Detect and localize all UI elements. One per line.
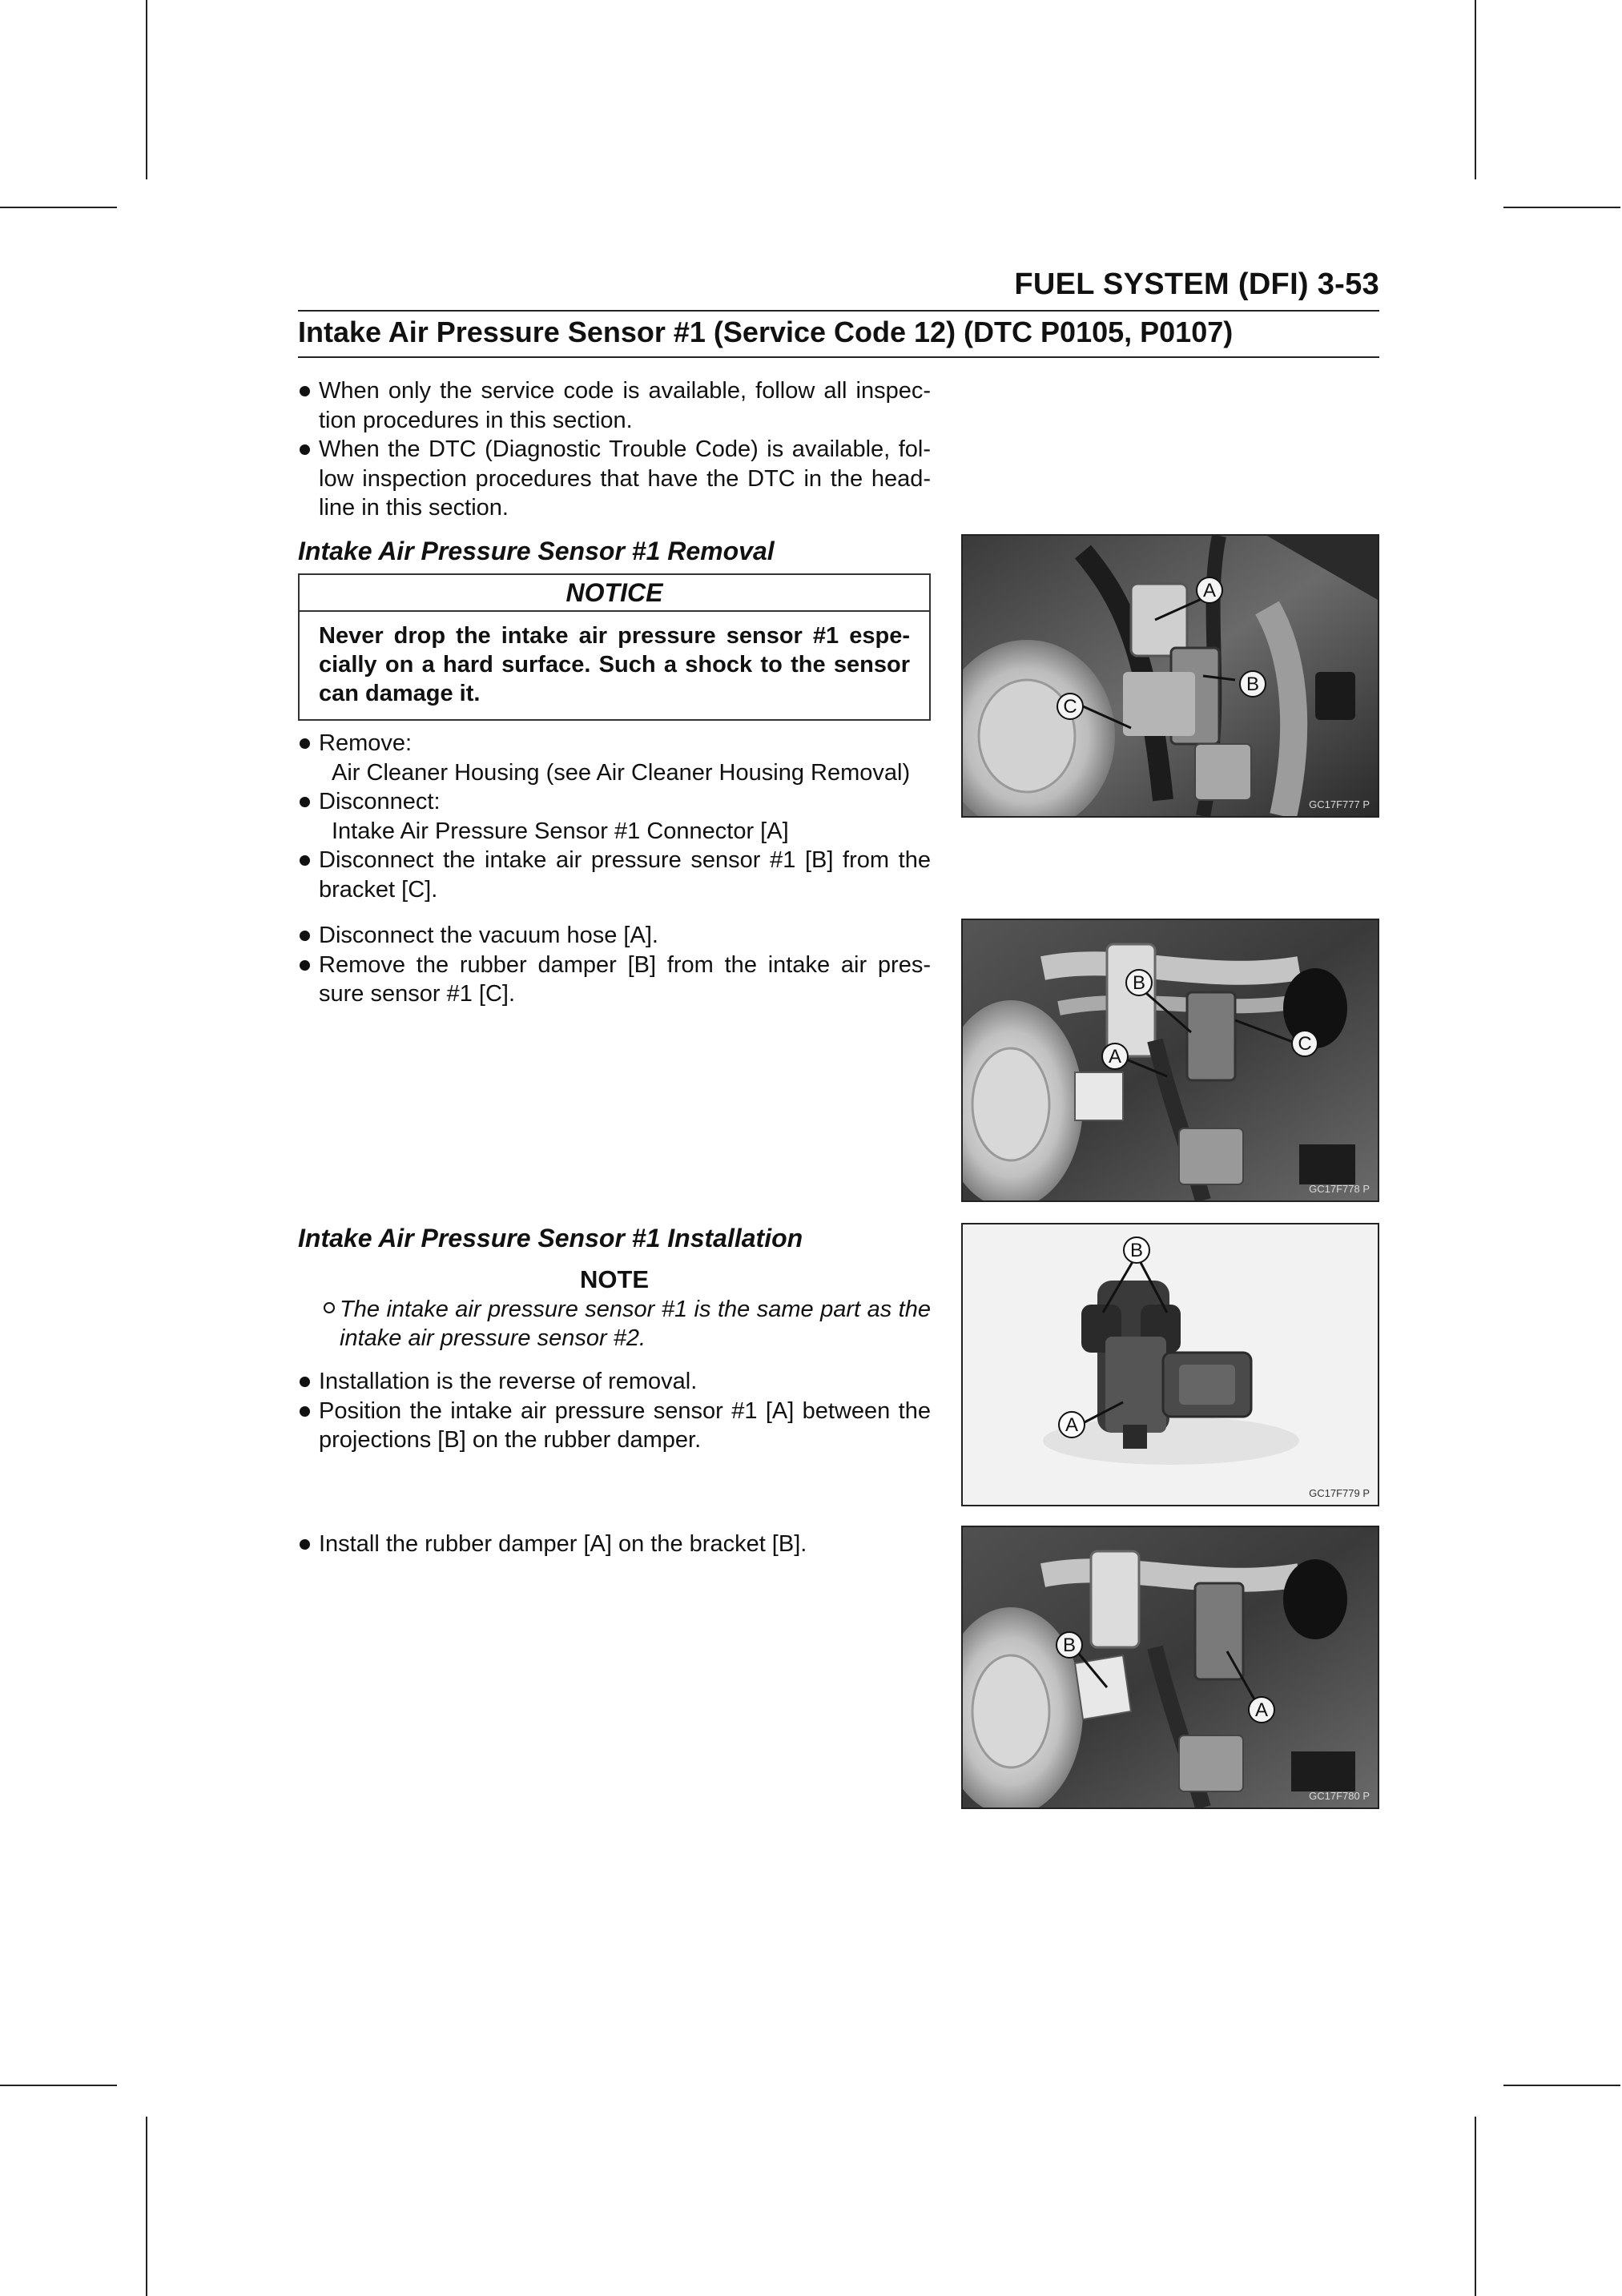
figure-removal-1 [961,534,1379,818]
figure-installation-1 [961,1223,1379,1506]
step-remove: Remove: [298,729,931,758]
step-remove-item: Air Cleaner Housing (see Air Cleaner Housing Removal) [332,759,911,786]
note-text: The intake air pressure sensor #1 is the same part as the intake air pressure sensor #2. [298,1295,931,1353]
step-disconnect: Disconnect: [298,787,931,817]
installation-steps-2 [298,1530,931,1559]
notice-box-wrap [298,573,931,721]
note-title: NOTE [579,1265,650,1293]
step-rubber-damper: Remove the rubber damper [B] from the intake air pres- sure sensor #1 [C]. [298,951,931,1009]
intro-block [298,376,931,523]
installation-heading: Intake Air Pressure Sensor #1 Installation [298,1224,803,1253]
figure-code: GC17F777 P [1309,798,1370,810]
callout-label: A [1202,580,1217,601]
removal-heading: Intake Air Pressure Sensor #1 Removal [298,537,775,565]
callout-label: B [1129,1240,1144,1261]
crop-mark [1475,0,1476,179]
notice-text: Never drop the intake air pressure sensor #1 espe- cially on a hard surface. Such a shock to the sensor can damage it. [319,623,910,706]
step-install-reverse: Installation is the reverse of removal. [298,1367,931,1397]
callout-label: B [1246,674,1260,695]
step-disconnect-sensor: Disconnect the intake air pressure sensor #1 [B] from the bracket [C]. [298,846,931,904]
callout-label: C [1063,696,1077,718]
callout-label: A [1254,1699,1269,1721]
figure-installation-2 [961,1526,1379,1809]
intro-bullet: When the DTC (Diagnostic Trouble Code) is available, fol- low inspection procedures that have the DTC in the head- line in this section. [298,435,931,523]
crop-mark [1503,2085,1620,2086]
chapter-header: FUEL SYSTEM (DFI) 3-53 [1014,267,1379,301]
figure-code: GC17F779 P [1309,1487,1370,1499]
callout-label: A [1108,1046,1122,1068]
section-title: Intake Air Pressure Sensor #1 (Service Code 12) (DTC P0105, P0107) [298,316,1234,348]
crop-mark [0,2085,117,2086]
crop-mark [1503,207,1620,208]
step-disconnect-item: Intake Air Pressure Sensor #1 Connector [A] [332,818,789,844]
notice-box [298,573,931,721]
crop-mark [0,207,117,208]
figure-removal-2 [961,919,1379,1202]
callout-label: B [1062,1635,1077,1656]
figure-code: GC17F778 P [1309,1183,1370,1195]
callout-label: B [1132,972,1146,994]
figure-code: GC17F780 P [1309,1790,1370,1802]
step-position-sensor: Position the intake air pressure sensor #1 [A] between the projections [B] on the rubber damper. [298,1397,931,1455]
crop-mark [146,0,147,179]
intro-bullet: When only the service code is available, follow all inspec- tion procedures in this section. [298,376,931,435]
section-rule [298,356,1379,358]
header-rule [298,310,1379,312]
crop-mark [146,2117,147,2296]
notice-title: NOTICE [300,575,929,612]
note-block [298,1265,931,1353]
installation-steps [298,1367,931,1455]
removal-steps [298,729,931,904]
callout-label: C [1298,1033,1312,1055]
crop-mark [1475,2117,1476,2296]
callout-label: A [1065,1414,1079,1436]
removal-steps-2 [298,921,931,1009]
step-vacuum-hose: Disconnect the vacuum hose [A]. [298,921,931,951]
step-install-damper: Install the rubber damper [A] on the bracket [B]. [298,1530,931,1559]
